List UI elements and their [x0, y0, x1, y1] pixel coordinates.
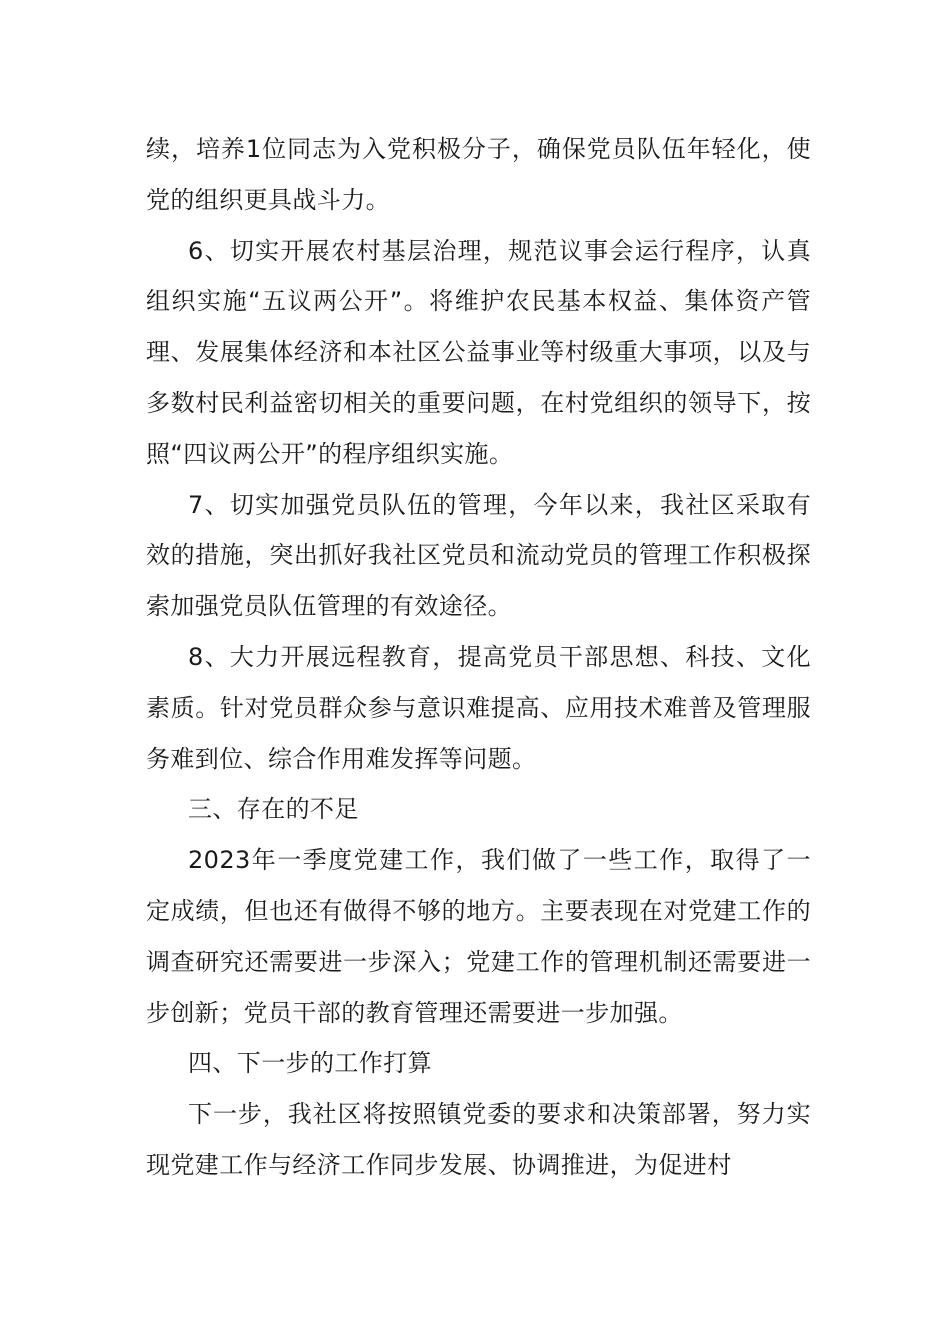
paragraph-shortcomings: 2023年一季度党建工作，我们做了一些工作，取得了一定成绩，但也还有做得不够的地方。主要表现在对党建工作的调查研究还需要进一步深入；党建工作的管理机制还需要进一步创新；党员干部的教育管理还需要进一步加强。: [146, 846, 811, 1027]
section-heading-shortcomings: 三、存在的不足: [188, 795, 359, 824]
paragraph-next-steps: 下一步，我社区将按照镇党委的要求和决策部署，努力实现党建工作与经济工作同步发展、协调推进，为促进村: [146, 1100, 811, 1179]
paragraph-continuation: 续，培养1位同志为入党积极分子，确保党员队伍年轻化，使党的组织更具战斗力。: [146, 135, 811, 214]
paragraph-item-8: 8、大力开展远程教育，提高党员干部思想、科技、文化素质。针对党员群众参与意识难提高、应用技术难普及管理服务难到位、综合作用难发挥等问题。: [146, 642, 811, 773]
section-heading-next-steps: 四、下一步的工作打算: [188, 1049, 432, 1078]
paragraph-item-7: 7、切实加强党员队伍的管理，今年以来，我社区采取有效的措施，突出抓好我社区党员和流动党员的管理工作积极探索加强党员队伍管理的有效途径。: [146, 490, 811, 621]
document-body: [146, 124, 811, 1191]
paragraph-item-6: 6、切实开展农村基层治理，规范议事会运行程序，认真组织实施“五议两公开”。将维护农民基本权益、集体资产管理、发展集体经济和本社区公益事业等村级重大事项，以及与多数村民利益密切相关的重要问题，在村党组织的领导下，按照“四议两公开”的程序组织实施。: [146, 236, 811, 468]
